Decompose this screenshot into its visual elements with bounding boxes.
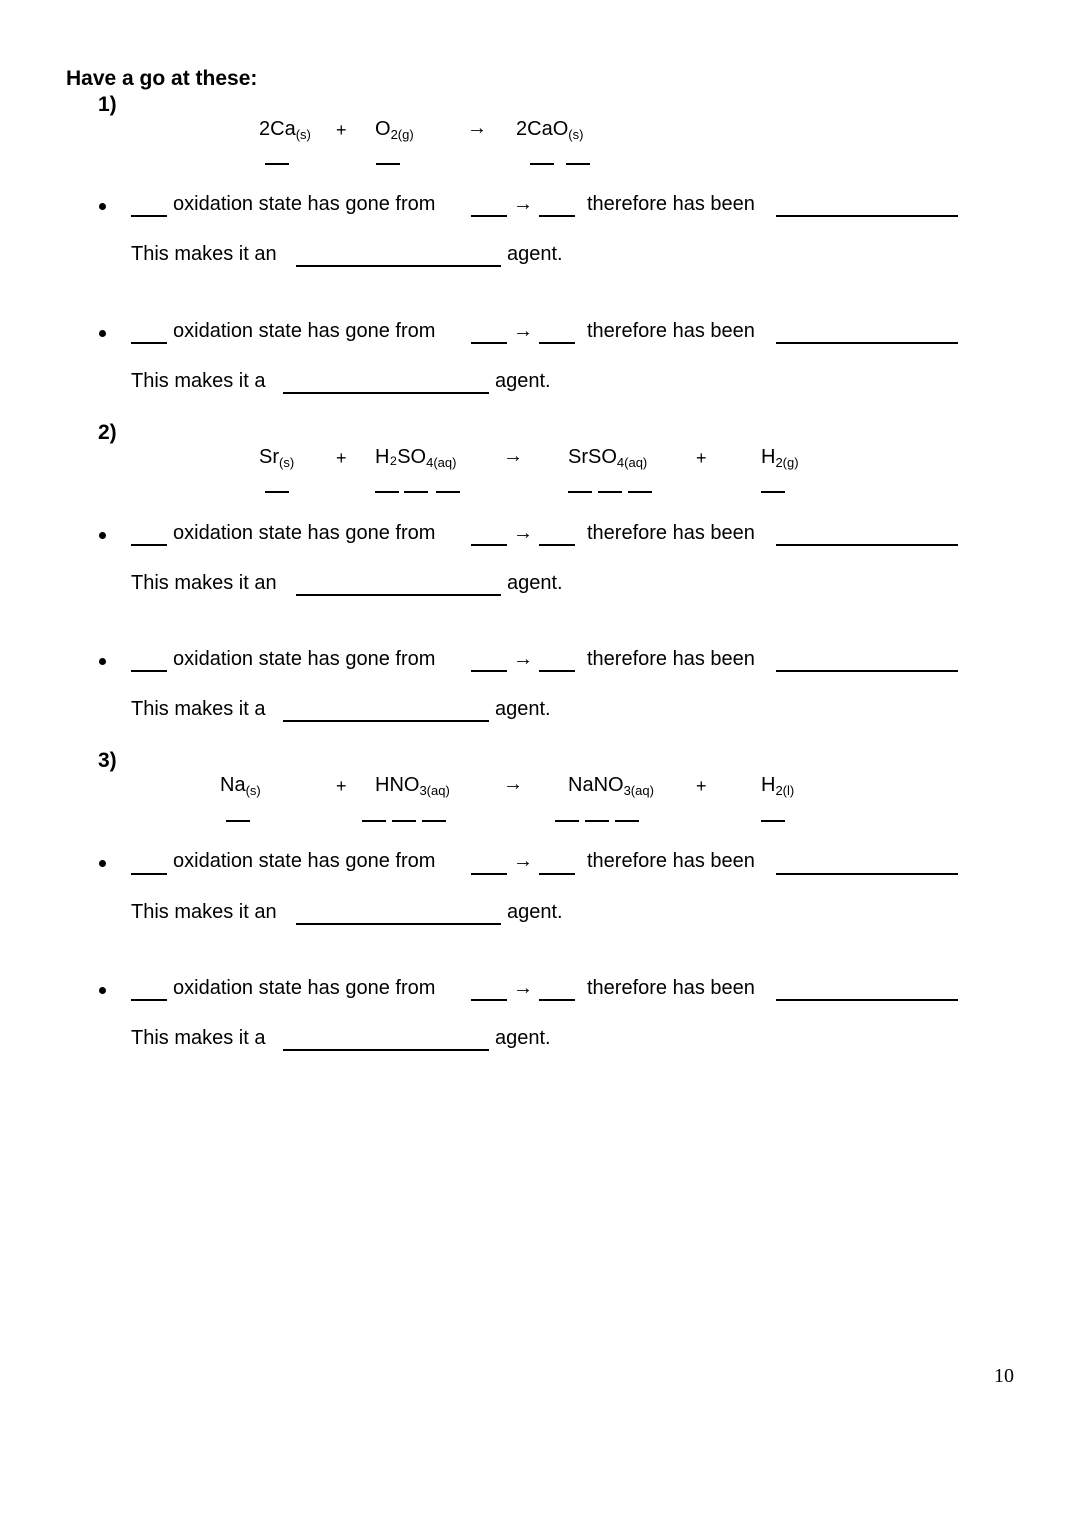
process-blank[interactable] [776, 342, 958, 344]
question-number: 3) [98, 749, 117, 772]
therefore-text: therefore has been [587, 648, 755, 670]
agent-text: agent. [507, 572, 563, 594]
from-state-blank[interactable] [471, 999, 507, 1001]
page-number: 10 [994, 1365, 1014, 1387]
element-blank[interactable] [131, 670, 167, 672]
plus-sign: + [696, 776, 707, 796]
bullet-point [99, 658, 106, 665]
oxidation-number-blank[interactable] [226, 820, 250, 822]
change-arrow: → [513, 193, 533, 215]
oxidation-number-blank[interactable] [375, 491, 399, 493]
oxidation-statement: oxidation state has gone from [173, 648, 436, 670]
plus-sign: + [336, 120, 347, 140]
oxidation-number-blank[interactable] [436, 491, 460, 493]
reactant-species: $Na_{(s)}$ [220, 774, 261, 798]
oxidation-number-blank[interactable] [761, 491, 785, 493]
therefore-text: therefore has been [587, 522, 755, 544]
oxidation-statement: oxidation state has gone from [173, 522, 436, 544]
agent-text: agent. [495, 698, 551, 720]
element-blank[interactable] [131, 873, 167, 875]
plus-sign: + [336, 776, 347, 796]
bullet-point [99, 532, 106, 539]
process-blank[interactable] [776, 999, 958, 1001]
oxidation-statement: oxidation state has gone from [173, 850, 436, 872]
makes-it-text: This makes it an [131, 901, 277, 923]
to-state-blank[interactable] [539, 544, 575, 546]
therefore-text: therefore has been [587, 850, 755, 872]
change-arrow: → [513, 522, 533, 544]
oxidation-number-blank[interactable] [422, 820, 446, 822]
to-state-blank[interactable] [539, 215, 575, 217]
bullet-point [99, 330, 106, 337]
makes-it-text: This makes it a [131, 698, 266, 720]
agent-type-blank[interactable] [296, 594, 501, 596]
therefore-text: therefore has been [587, 977, 755, 999]
agent-text: agent. [507, 901, 563, 923]
to-state-blank[interactable] [539, 999, 575, 1001]
bullet-point [99, 987, 106, 994]
agent-type-blank[interactable] [296, 265, 501, 267]
element-blank[interactable] [131, 999, 167, 1001]
makes-it-text: This makes it an [131, 572, 277, 594]
process-blank[interactable] [776, 670, 958, 672]
oxidation-statement: oxidation state has gone from [173, 193, 436, 215]
oxidation-statement: oxidation state has gone from [173, 320, 436, 342]
reaction-arrow: → [503, 445, 523, 467]
product-species: $H_{2(g)}$ [761, 446, 799, 470]
reaction-arrow: → [467, 117, 487, 139]
element-blank[interactable] [131, 544, 167, 546]
from-state-blank[interactable] [471, 342, 507, 344]
bullet-point [99, 860, 106, 867]
oxidation-number-blank[interactable] [265, 163, 289, 165]
makes-it-text: This makes it an [131, 243, 277, 265]
agent-text: agent. [495, 370, 551, 392]
oxidation-number-blank[interactable] [265, 491, 289, 493]
reactant-species: $O_{2(g)}$ [375, 118, 414, 142]
product-species: 2CaO$_{(s)}$ [516, 118, 584, 142]
oxidation-number-blank[interactable] [628, 491, 652, 493]
change-arrow: → [513, 648, 533, 670]
makes-it-text: This makes it a [131, 1027, 266, 1049]
makes-it-text: This makes it a [131, 370, 266, 392]
oxidation-number-blank[interactable] [376, 163, 400, 165]
oxidation-number-blank[interactable] [362, 820, 386, 822]
to-state-blank[interactable] [539, 342, 575, 344]
reactant-species: $Sr_{(s)}$ [259, 446, 295, 470]
from-state-blank[interactable] [471, 670, 507, 672]
oxidation-number-blank[interactable] [566, 163, 590, 165]
to-state-blank[interactable] [539, 873, 575, 875]
oxidation-number-blank[interactable] [761, 820, 785, 822]
element-blank[interactable] [131, 342, 167, 344]
plus-sign: + [336, 448, 347, 468]
oxidation-number-blank[interactable] [392, 820, 416, 822]
agent-type-blank[interactable] [283, 392, 489, 394]
agent-text: agent. [507, 243, 563, 265]
product-species: $H_{2(l)}$ [761, 774, 795, 798]
reactant-species: $HNO_{3(aq)}$ [375, 774, 450, 798]
bullet-point [99, 203, 106, 210]
question-number: 2) [98, 421, 117, 444]
agent-type-blank[interactable] [283, 1049, 489, 1051]
therefore-text: therefore has been [587, 320, 755, 342]
element-blank[interactable] [131, 215, 167, 217]
from-state-blank[interactable] [471, 215, 507, 217]
reactant-species: $H_2SO_{4(aq)}$ [375, 446, 457, 470]
oxidation-number-blank[interactable] [615, 820, 639, 822]
therefore-text: therefore has been [587, 193, 755, 215]
product-species: NaNO$_{3(aq)}$ [568, 774, 654, 798]
oxidation-number-blank[interactable] [598, 491, 622, 493]
to-state-blank[interactable] [539, 670, 575, 672]
plus-sign: + [696, 448, 707, 468]
agent-type-blank[interactable] [296, 923, 501, 925]
agent-type-blank[interactable] [283, 720, 489, 722]
from-state-blank[interactable] [471, 873, 507, 875]
process-blank[interactable] [776, 873, 958, 875]
oxidation-number-blank[interactable] [404, 491, 428, 493]
product-species: SrSO$_{4(aq)}$ [568, 446, 648, 470]
oxidation-statement: oxidation state has gone from [173, 977, 436, 999]
oxidation-number-blank[interactable] [530, 163, 554, 165]
oxidation-number-blank[interactable] [555, 820, 579, 822]
worksheet-heading: Have a go at these: [66, 67, 258, 90]
oxidation-number-blank[interactable] [568, 491, 592, 493]
reactant-species: $2Ca_{(s)}$ [259, 118, 311, 142]
process-blank[interactable] [776, 215, 958, 217]
process-blank[interactable] [776, 544, 958, 546]
question-number: 1) [98, 93, 117, 116]
agent-text: agent. [495, 1027, 551, 1049]
change-arrow: → [513, 850, 533, 872]
oxidation-number-blank[interactable] [585, 820, 609, 822]
from-state-blank[interactable] [471, 544, 507, 546]
change-arrow: → [513, 977, 533, 999]
change-arrow: → [513, 320, 533, 342]
reaction-arrow: → [503, 773, 523, 795]
